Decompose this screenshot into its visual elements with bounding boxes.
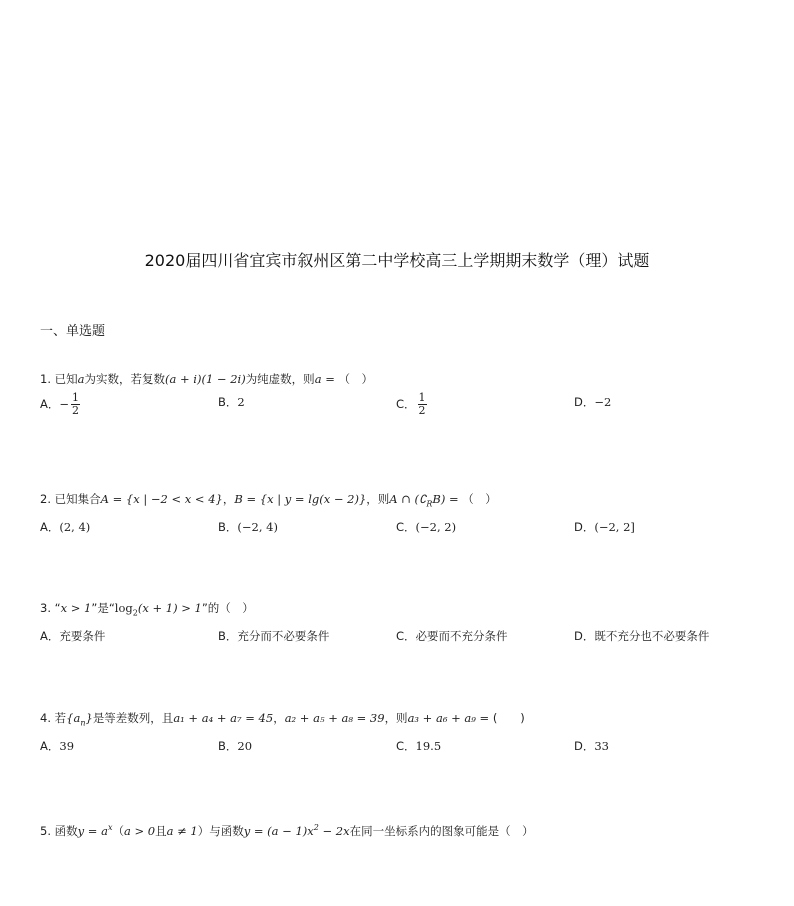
- option-a[interactable]: A．(2, 4): [40, 520, 91, 535]
- math: log: [114, 601, 133, 615]
- question-2: [40, 491, 760, 545]
- option-b[interactable]: B．20: [218, 739, 253, 754]
- math: a₃ + a₆ + a₉ =: [407, 711, 493, 725]
- math: a₂ + a₅ + a₈ = 39: [284, 711, 385, 725]
- math: (x + 1) > 1: [137, 601, 202, 615]
- question-3: [40, 600, 760, 654]
- question-stem: 2. 已知集合A = {x | −2 < x < 4}，B = {x | y = lg(x − 2)}，则A ∩ $(∁_RB)$ = （ ）: [40, 492, 497, 509]
- math: x > 1: [60, 601, 92, 615]
- fraction: $\frac{1}{2}$: [72, 391, 80, 417]
- question-number: 3.: [40, 601, 51, 615]
- question-number: 4.: [40, 711, 51, 725]
- math: − 2x: [318, 823, 350, 838]
- option-d[interactable]: D．既不充分也不必要条件: [574, 629, 710, 644]
- question-stem: 1. 已知a为实数，若复数(a + i)(1 − 2i)为纯虚数，则a = （ ）: [40, 372, 373, 386]
- option-d[interactable]: D．−2: [574, 395, 612, 409]
- option-a[interactable]: A．− $\frac{1}{2}$: [40, 391, 80, 417]
- option-b[interactable]: B．(−2, 4): [218, 520, 278, 535]
- question-stem: 4. 若$\{a_n\}$是等差数列，且a₁ + a₄ + a₇ = 45，a₂ + a₅ + a₈ = 39，则a₃ + a₆ + a₉ = ( ): [40, 711, 525, 728]
- math: B) =: [432, 492, 463, 506]
- math: a: [77, 372, 85, 386]
- options-row: [40, 738, 760, 764]
- option-b[interactable]: B．充分而不必要条件: [218, 629, 330, 644]
- math: (a + i)(1 − 2i): [165, 372, 246, 386]
- option-c[interactable]: C．必要而不充分条件: [396, 629, 508, 644]
- fraction: $\frac{1}{2}$: [418, 391, 426, 417]
- math: y = (a − 1)x: [243, 823, 314, 838]
- math: B = {x | y = lg(x − 2)}: [234, 492, 367, 506]
- option-a[interactable]: A．充要条件: [40, 629, 106, 644]
- question-number: 1.: [40, 372, 51, 386]
- options-row: [40, 628, 760, 654]
- question-stem: 5. 函数$y = a^x(a > 0$且a ≠ 1）与函数$y = (a - 1)x^2 - 2x$在同一坐标系内的图象可能是（ ）: [40, 823, 534, 838]
- option-d[interactable]: D．33: [574, 739, 609, 754]
- math: y = a: [77, 823, 108, 838]
- math: {a: [66, 711, 81, 725]
- math: a ≠ 1: [166, 823, 198, 838]
- question-stem: 3. “x > 1”是“$\log_2(x + 1) > 1$”的（ ）: [40, 601, 254, 618]
- option-c[interactable]: C．19.5: [396, 739, 442, 754]
- option-d[interactable]: D．(−2, 2]: [574, 520, 635, 535]
- option-b[interactable]: B．2: [218, 395, 245, 409]
- math: a₁ + a₄ + a₇ = 45: [173, 711, 274, 725]
- options-row: [40, 391, 760, 420]
- math: a =: [314, 372, 339, 386]
- math: a > 0: [123, 823, 156, 838]
- options-row: [40, 519, 760, 545]
- section-heading: 一、单选题: [40, 324, 106, 339]
- question-number: 2.: [40, 492, 51, 506]
- math: A = {x | −2 < x < 4}: [100, 492, 223, 506]
- question-1: [40, 371, 760, 420]
- option-c[interactable]: C． $\frac{1}{2}$: [396, 391, 426, 417]
- question-number: 5.: [40, 823, 51, 838]
- option-a[interactable]: A．39: [40, 739, 75, 754]
- question-5: [40, 820, 760, 839]
- math: A ∩ (∁: [389, 492, 427, 506]
- question-4: [40, 710, 760, 764]
- page-title: 2020届四川省宜宾市叙州区第二中学校高三上学期期末数学（理）试题: [144, 251, 650, 270]
- option-c[interactable]: C．(−2, 2): [396, 520, 457, 535]
